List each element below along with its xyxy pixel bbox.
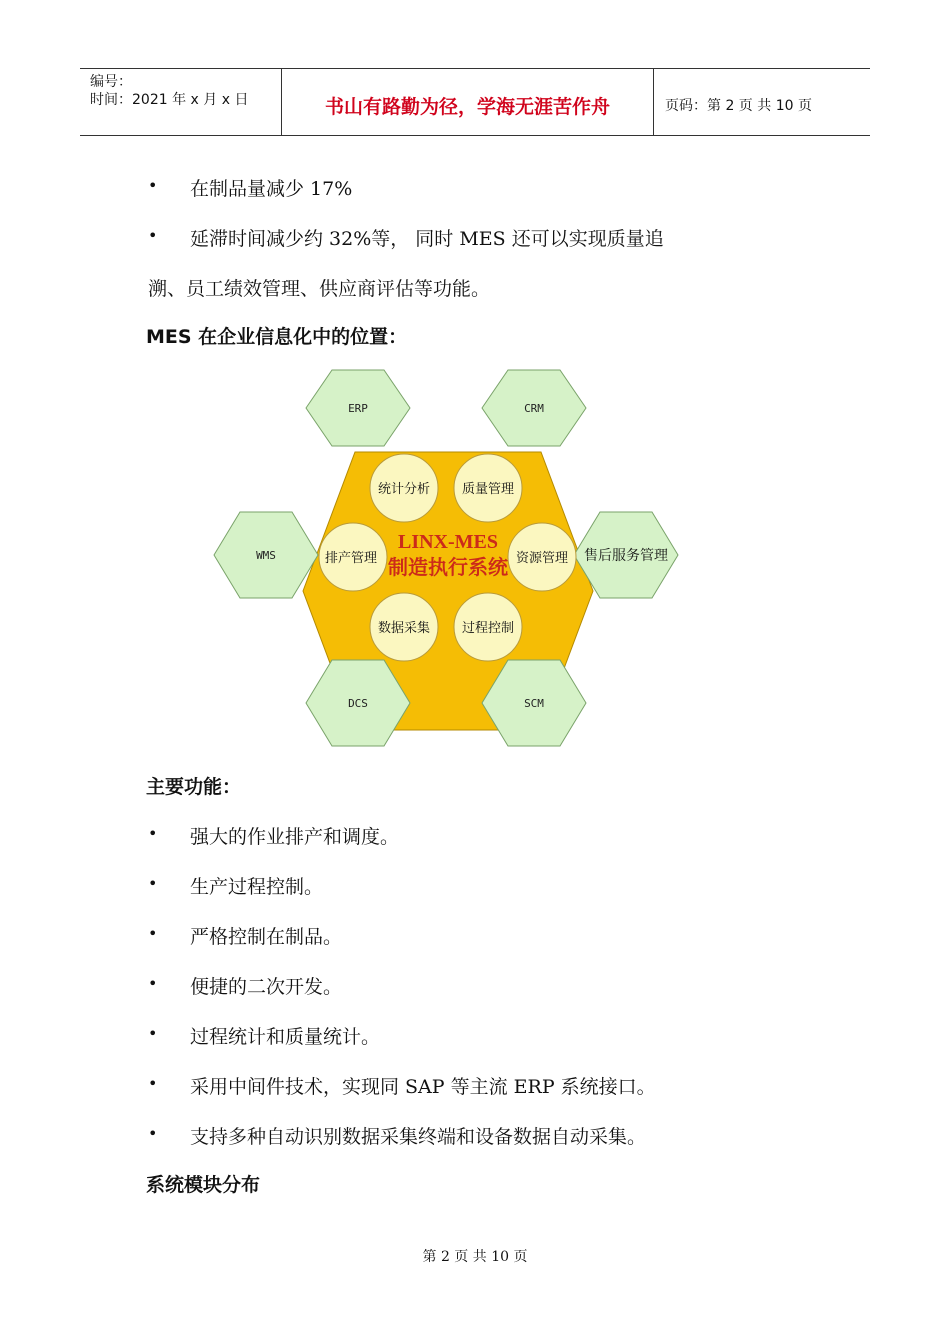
label-erp: ERP xyxy=(348,402,368,415)
page-header xyxy=(80,68,870,136)
page-footer: 第 2 页 共 10 页 xyxy=(422,1249,528,1265)
item-delay-reduction: 延滞时间减少约 32%等， 同时 MES 还可以实现质量追 xyxy=(190,228,664,250)
function-item: 生产过程控制。 xyxy=(190,876,324,898)
header-motto: 书山有路勤为径，学海无涯苦作舟 xyxy=(282,69,654,135)
bullet-marker: • xyxy=(148,1074,158,1093)
function-item: 采用中间件技术，实现同 SAP 等主流 ERP 系统接口。 xyxy=(190,1076,656,1098)
item-wip-reduction: 在制品量减少 17% xyxy=(190,178,353,200)
header-page-label: 页码：第 2 页 共 10 页 xyxy=(665,98,812,114)
bullet-marker: • xyxy=(148,176,158,195)
bullet-marker: • xyxy=(148,924,158,943)
bullet-marker: • xyxy=(148,974,158,993)
label-aftersales: 售后服务管理 xyxy=(584,548,668,564)
bullet-marker: • xyxy=(148,874,158,893)
center-title: LINX-MES xyxy=(397,531,499,553)
section-title-functions: 主要功能： xyxy=(146,776,242,798)
function-item: 便捷的二次开发。 xyxy=(190,976,343,998)
bullet-marker: • xyxy=(148,1124,158,1143)
mes-position-diagram xyxy=(208,362,688,754)
label-resource: 资源管理 xyxy=(515,551,569,566)
label-wms: WMS xyxy=(256,549,276,562)
label-quality: 质量管理 xyxy=(461,482,515,497)
function-item: 支持多种自动识别数据采集终端和设备数据自动采集。 xyxy=(190,1126,647,1148)
section-title-modules: 系统模块分布 xyxy=(146,1174,261,1196)
time-label: 时间：2021 年 x 月 x 日 xyxy=(90,92,249,108)
label-stats: 统计分析 xyxy=(377,482,431,497)
label-scheduling: 排产管理 xyxy=(324,551,378,566)
label-process-control: 过程控制 xyxy=(461,621,515,636)
number-label: 编号： xyxy=(90,74,132,90)
label-crm: CRM xyxy=(524,402,544,415)
label-dcs: DCS xyxy=(348,697,368,710)
bullet-marker: • xyxy=(148,226,158,245)
function-item: 过程统计和质量统计。 xyxy=(190,1026,381,1048)
label-scm: SCM xyxy=(524,697,544,710)
function-item: 强大的作业排产和调度。 xyxy=(190,826,400,848)
item-delay-reduction-cont: 溯、员工绩效管理、供应商评估等功能。 xyxy=(148,278,491,300)
bullet-marker: • xyxy=(148,1024,158,1043)
function-item: 严格控制在制品。 xyxy=(190,926,343,948)
header-meta xyxy=(80,69,282,135)
label-data-collection: 数据采集 xyxy=(377,621,431,636)
section-title-position: MES 在企业信息化中的位置： xyxy=(146,326,408,348)
bullet-marker: • xyxy=(148,824,158,843)
center-subtitle: 制造执行系统 xyxy=(388,555,508,579)
